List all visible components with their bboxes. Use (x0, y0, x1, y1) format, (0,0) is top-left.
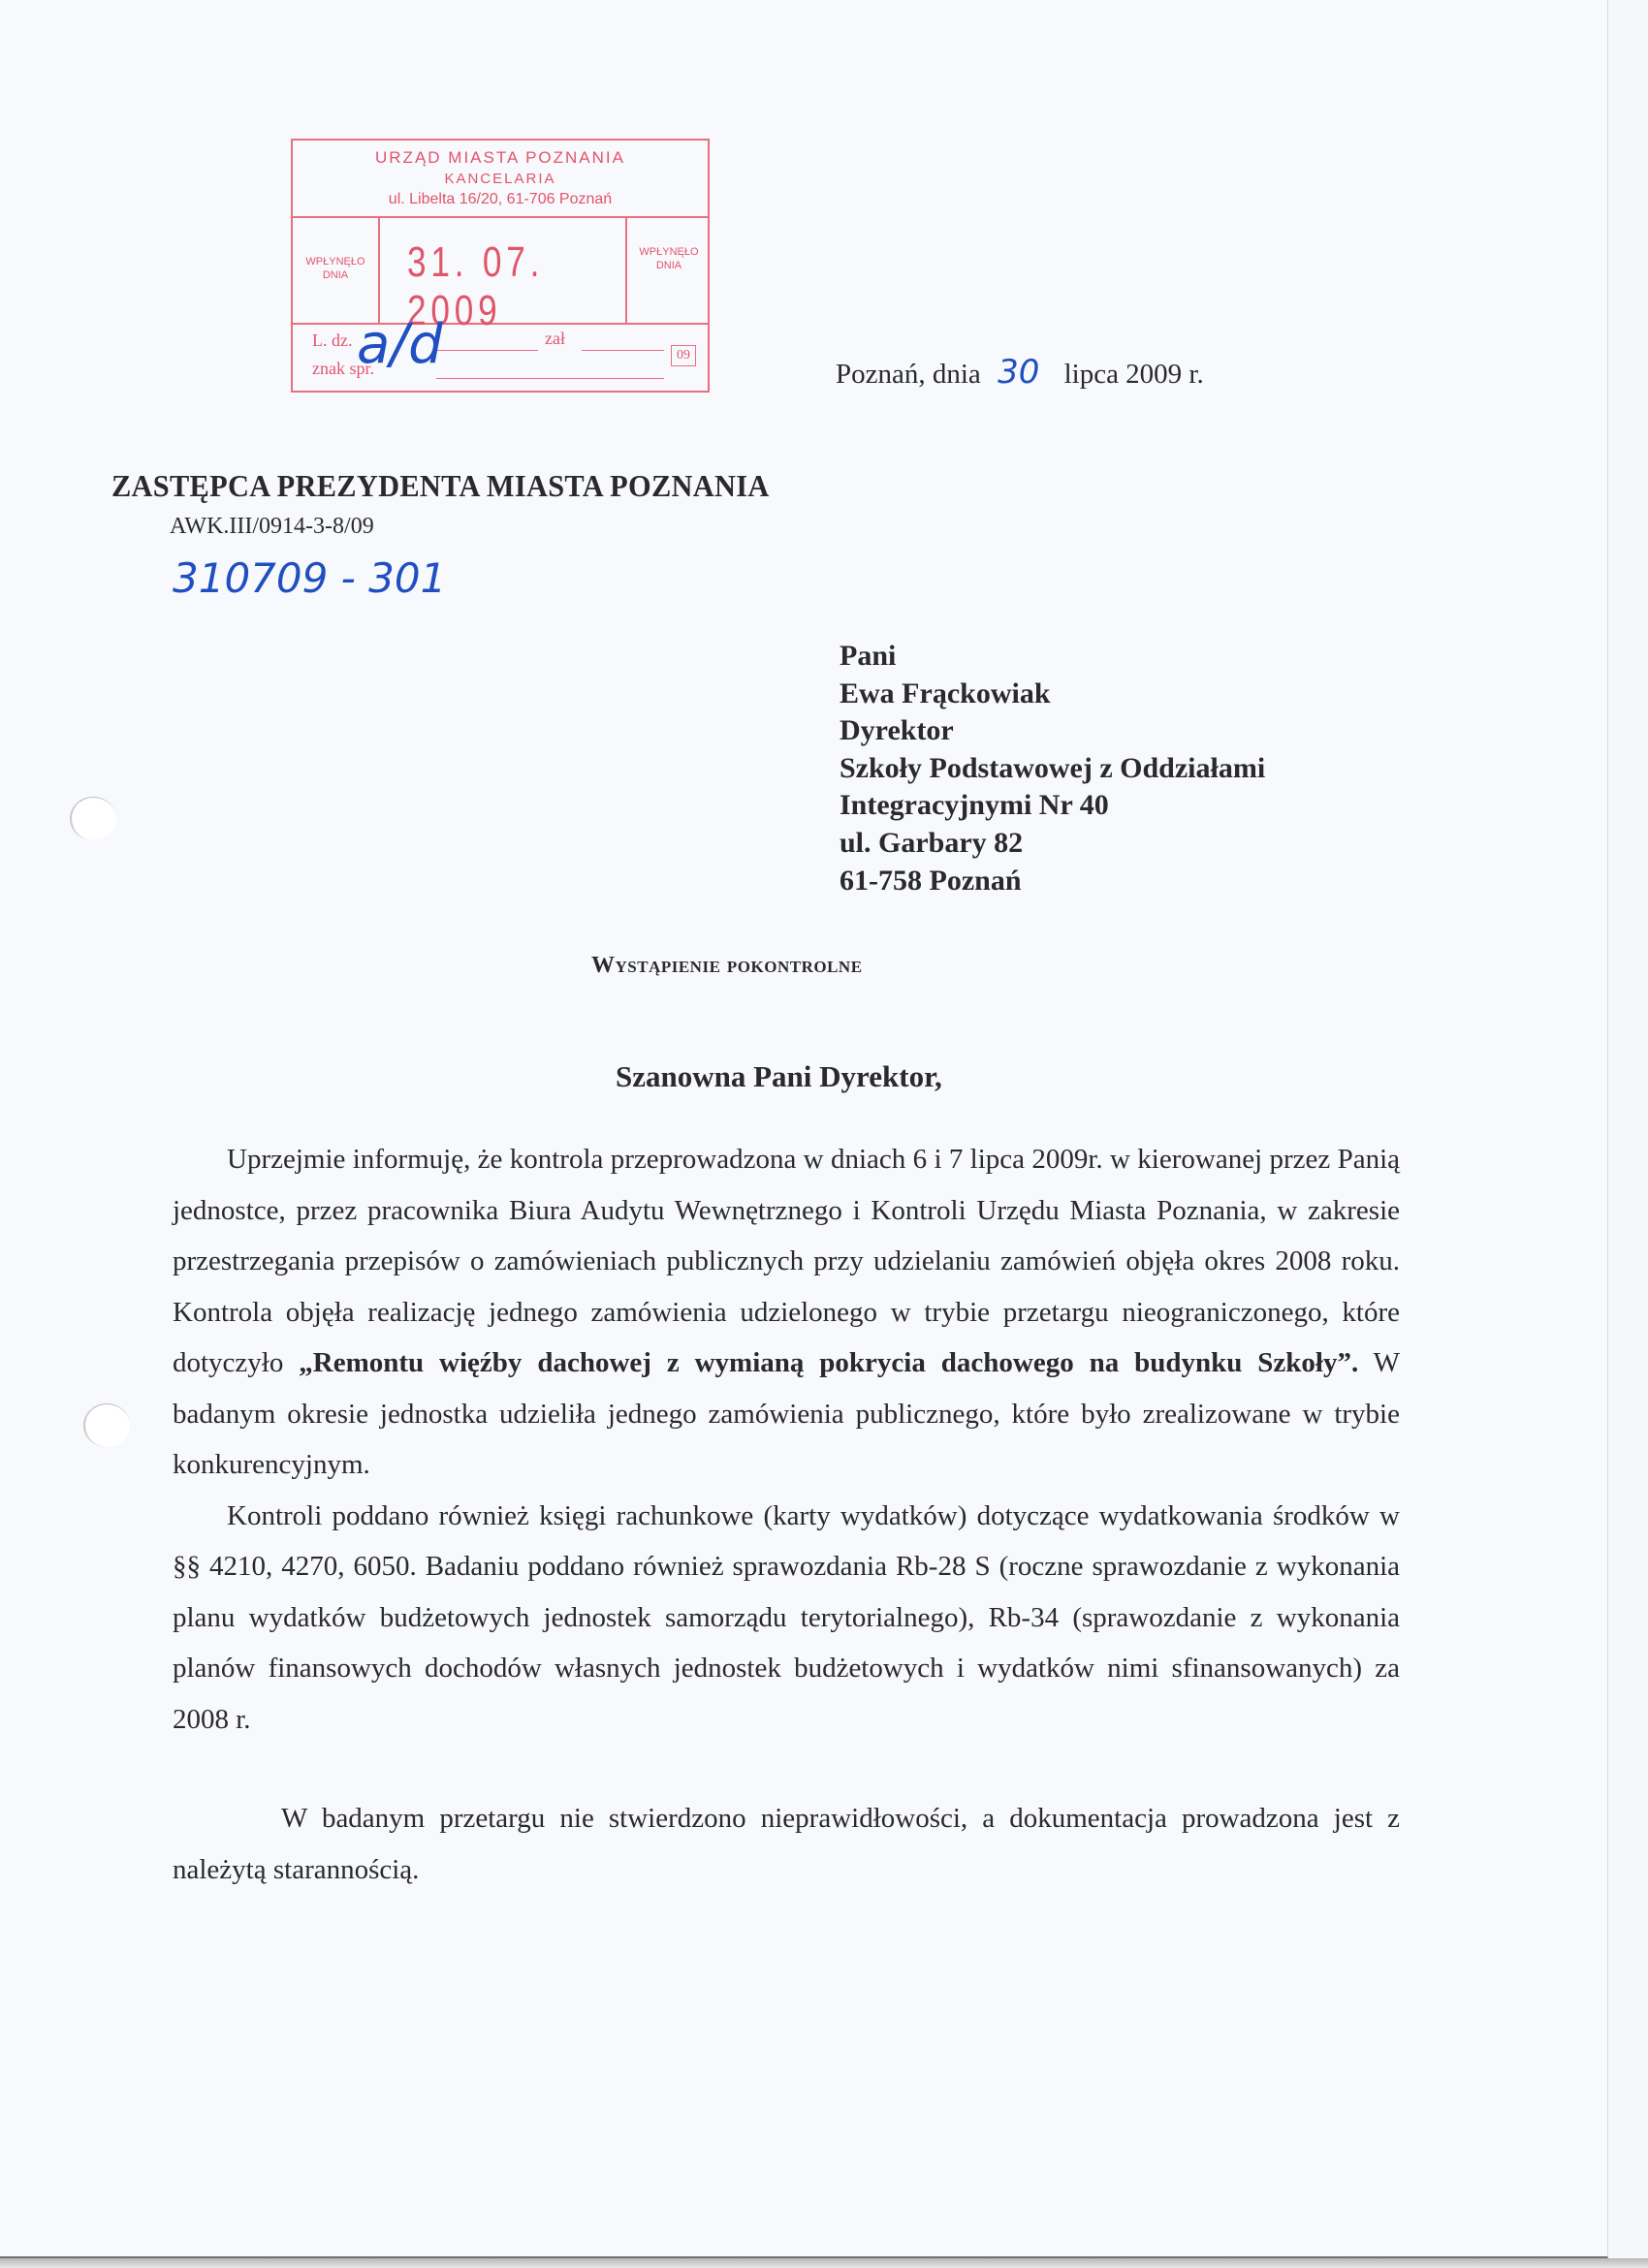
handwritten-registry-number: 310709 - 301 (173, 554, 447, 602)
stamp-received-label-right: WPŁYNĘŁO DNIA (639, 246, 699, 271)
stamp-field-zal: zał (545, 329, 565, 348)
paragraph-2: Kontroli poddano również księgi rachunkowe (karty wydatków) dotyczące wydatkowania środków w §§ 4210, 4270, 6050. Badaniu poddano również sprawozdania Rb-28 S (roczne sprawozdanie z wykonania planu wydatków budżetowych jednostek samorządu terytorialnego), Rb-34 (sprawozdanie z wykonania planów finansowych dochodów własnych jednostek budżetowych i wydatków nimi sfinansowanych) za 2008 r. (173, 1499, 1400, 1735)
recipient-salutation: Pani (840, 640, 897, 672)
stamp-received-date: 31. 07. 2009 (407, 238, 545, 334)
stamp-field-znak: znak spr. (312, 359, 374, 378)
paragraph-1-text: Uprzejmie informuję, że kontrola przeprowadzona w dniach 6 i 7 lipca 2009r. w kierowanej przez Panią jednostce, przez pracownika Biura Audytu Wewnętrznego i Kontroli Urzędu Miasta Poznania, w zakresie przestrzegania przepisów o zamówieniach publicznych przy udzielaniu zamówień objęła okres 2008 roku. Kontrola objęła realizację jednego zamówienia udzielonego w trybie przetargu nieograniczonego, które dotyczyło (173, 1144, 1400, 1378)
stamp-received-label-left: WPŁYNĘŁO DNIA (305, 256, 365, 281)
recipient-name: Ewa Frąckowiak (840, 677, 1051, 709)
punch-hole-lower (83, 1403, 130, 1447)
recipient-institution-line-2: Integracyjnymi Nr 40 (840, 789, 1109, 822)
recipient-address-block (840, 638, 1265, 899)
scanner-edge (0, 2258, 1648, 2268)
paragraph-1-continuation: W badanym okresie jednostka udzieliła jednego zamówienia publicznego, które było zrealizowane w trybie konkurencyjnym. (173, 1347, 1400, 1480)
recipient-institution-line-1: Szkoły Podstawowej z Oddziałami (840, 751, 1266, 784)
recipient-postal-city: 61-758 Poznań (840, 864, 1022, 897)
place-suffix: lipca 2009 r. (1063, 359, 1204, 390)
punch-hole-upper (70, 797, 116, 840)
contract-subject: „Remontu więźby dachowej z wymianą pokrycia dachowego na budynku Szkoły”. (299, 1347, 1359, 1378)
stamp-field-ldz: L. dz. (312, 331, 353, 350)
registry-stamp (291, 139, 710, 393)
letter-salutation: Szanowna Pani Dyrektor, (616, 1059, 942, 1093)
letter-body (173, 1134, 1400, 1895)
stamp-year-box: 09 (671, 345, 696, 366)
paragraph-3: W badanym przetargu nie stwierdzono nieprawidłowości, a dokumentacja prowadzona jest z należytą starannością. (173, 1803, 1400, 1885)
stamp-department: KANCELARIA (444, 171, 556, 187)
reference-number: AWK.III/0914-3-8/09 (170, 514, 374, 539)
handwritten-assignment-mark: a/d (357, 313, 443, 376)
stamp-address: ul. Libelta 16/20, 61-706 Poznań (388, 191, 613, 207)
sender-title: ZASTĘPCA PREZYDENTA MIASTA POZNANIA (111, 468, 770, 503)
paragraph-1 (173, 1134, 1400, 1491)
place-prefix: Poznań, dnia (836, 359, 981, 390)
stamp-office: URZĄD MIASTA POZNANIA (375, 148, 625, 167)
place-date-line (836, 353, 1204, 392)
handwritten-day: 30 (998, 353, 1040, 392)
recipient-position: Dyrektor (840, 714, 954, 747)
document-title: Wystąpienie pokontrolne (591, 953, 863, 978)
recipient-street: ul. Garbary 82 (840, 826, 1024, 859)
